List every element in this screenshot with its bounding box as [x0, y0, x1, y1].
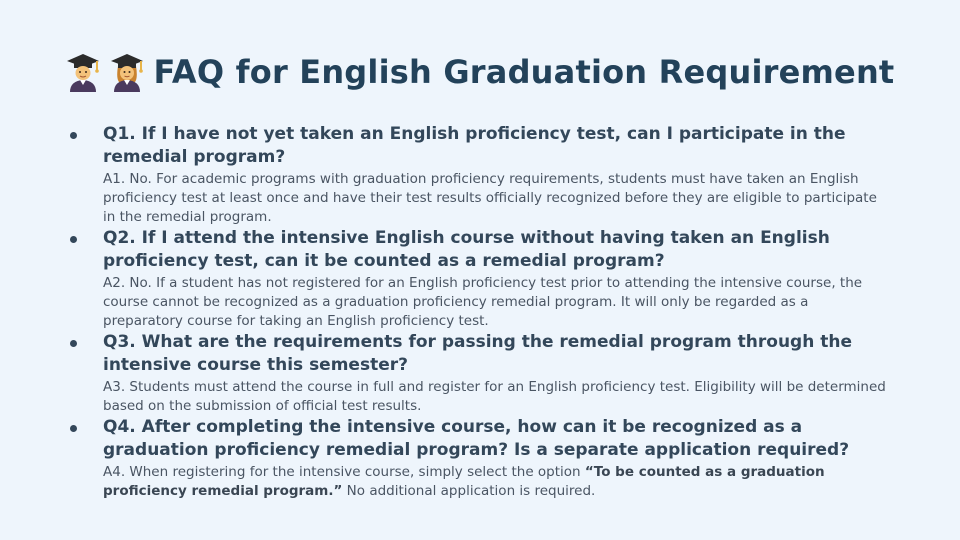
faq-question: Q1. If I have not yet taken an English proficiency test, can I participate in the remedial program? — [103, 124, 846, 167]
faq-item-q1 — [70, 123, 890, 227]
faq-question: Q3. What are the requirements for passing the remedial program through the intensive course this semester? — [103, 332, 852, 375]
faq-answer-prefix: A4. When registering for the intensive course, simply select the option — [103, 464, 585, 480]
graduate-woman-icon — [110, 52, 144, 92]
faq-answer-suffix: No additional application is required. — [342, 483, 596, 499]
faq-item-q2 — [70, 227, 890, 331]
faq-question: Q2. If I attend the intensive English course without having taken an English proficiency test, can it be counted as a remedial program? — [103, 228, 830, 271]
title-row — [0, 52, 960, 92]
faq-answer: A2. No. If a student has not registered for an English proficiency test prior to attending the intensive course, the course cannot be recognized as a graduation proficiency remedial program. It will only be regarded as a preparatory course for taking an English proficiency test. — [103, 275, 863, 329]
bullet-icon — [70, 132, 77, 139]
faq-answer-highlight: “To be counted as a graduation proficiency remedial program.” — [103, 464, 825, 499]
bullet-icon — [70, 340, 77, 347]
faq-answer — [103, 463, 890, 501]
faq-item-q3 — [70, 331, 890, 416]
bullet-icon — [70, 236, 77, 243]
page-title: FAQ for English Graduation Requirement — [153, 53, 895, 91]
faq-list — [70, 123, 890, 501]
graduate-man-icon — [66, 52, 100, 92]
faq-question: Q4. After completing the intensive course, how can it be recognized as a graduation proficiency remedial program? Is a separate application required? — [103, 417, 850, 460]
title-icons — [66, 52, 144, 92]
faq-item-q4 — [70, 416, 890, 501]
faq-answer: A1. No. For academic programs with graduation proficiency requirements, students must have taken an English proficiency test at least once and have their test results officially recognized before they are eligible to participate in the remedial program. — [103, 171, 877, 225]
bullet-icon — [70, 425, 77, 432]
faq-answer: A3. Students must attend the course in full and register for an English proficiency test. Eligibility will be determined based on the submission of official test results. — [103, 379, 886, 414]
